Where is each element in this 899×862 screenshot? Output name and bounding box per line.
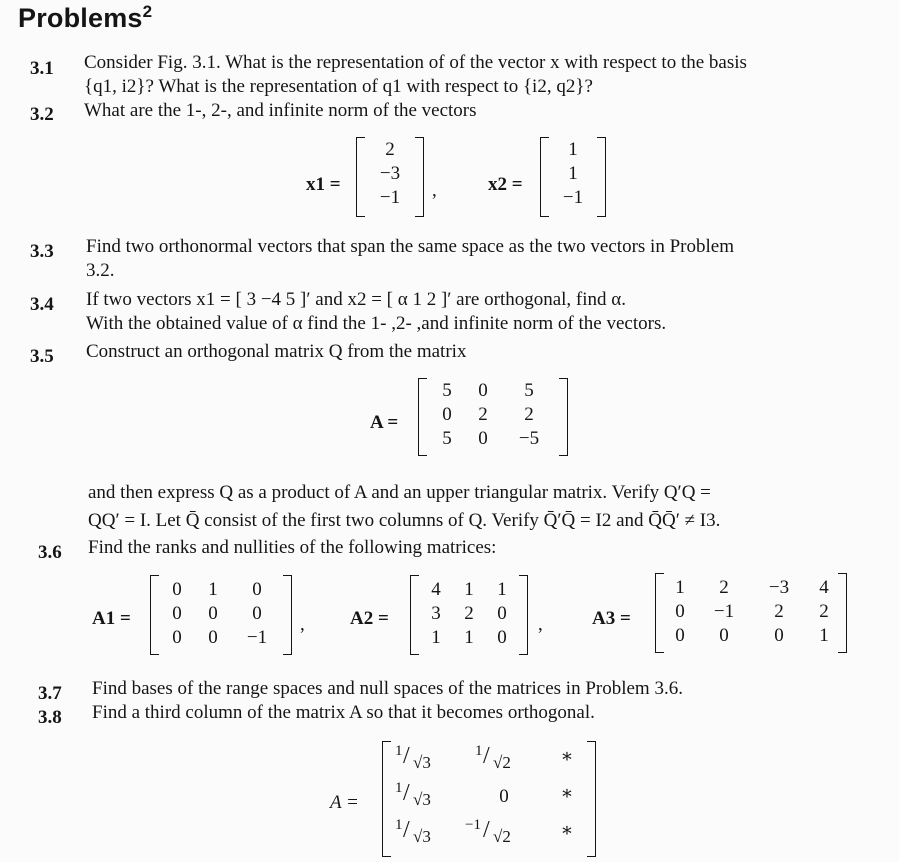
- matrix-entry: 2: [819, 601, 829, 622]
- comma: ,: [300, 614, 305, 635]
- matrix-entry: 0: [675, 601, 685, 622]
- matrix-entry: 5: [442, 428, 452, 449]
- matrix-entry: −1: [713, 601, 735, 622]
- matrix-entry: 0: [172, 579, 182, 600]
- problem-3-6-line-1: Find the ranks and nullities of the following matrices:: [88, 537, 497, 558]
- matrix-entry: 1: [431, 627, 441, 648]
- x1-entry: −3: [379, 163, 401, 184]
- problem-3-3-line-1: Find two orthonormal vectors that span the same space as the two vectors in Problem: [86, 236, 734, 257]
- comma: ,: [432, 180, 437, 201]
- problem-3-5-line-3: QQ′ = I. Let Q̄ consist of the first two columns of Q. Verify Q̄′Q̄ = I2 and Q̄Q̄′ ≠ I3.: [88, 510, 721, 531]
- problem-3-3-line-2: 3.2.: [86, 260, 115, 281]
- problem-3-1-line-1: Consider Fig. 3.1. What is the representation of of the vector x with respect to the basis: [84, 52, 747, 73]
- matrix-entry: 1: [464, 579, 474, 600]
- fraction-entry: 1 / √3: [395, 817, 431, 846]
- problem-3-5-line-2: and then express Q as a product of A and an upper triangular matrix. Verify Q′Q =: [88, 482, 711, 503]
- matrix-entry: 5: [442, 380, 452, 401]
- x2-entry: 1: [568, 163, 578, 184]
- page-title: Problems$^2$: [18, 2, 153, 33]
- matrix-entry: 2: [774, 601, 784, 622]
- x1-vector: [356, 137, 424, 217]
- matrix-entry: 5: [524, 380, 534, 401]
- fraction-entry: 1 / √3: [395, 780, 431, 809]
- matrix-entry: 0: [719, 625, 729, 646]
- matrix-entry: 0: [208, 603, 218, 624]
- matrix-entry: 4: [819, 577, 829, 598]
- problem-number-3-6: 3.6: [38, 542, 62, 563]
- problem-number-3-5: 3.5: [30, 346, 54, 367]
- matrix-entry: 0: [497, 627, 507, 648]
- x1-entry: 2: [385, 139, 395, 160]
- matrix-entry: 4: [431, 579, 441, 600]
- fraction-entry: −1 / √2: [465, 817, 511, 846]
- problem-3-8-line-1: Find a third column of the matrix A so that it becomes orthogonal.: [92, 702, 595, 723]
- problem-number-3-8: 3.8: [38, 707, 62, 728]
- matrix-entry: 0: [252, 579, 262, 600]
- A2-label: A2 =: [350, 608, 389, 629]
- fraction-entry: 1 / √3: [395, 743, 431, 772]
- matrix-entry: 0: [774, 625, 784, 646]
- problem-3-4-line-1: If two vectors x1 = [ 3 −4 5 ]′ and x2 = [ α 1 2 ]′ are orthogonal, find α.: [86, 289, 626, 310]
- problem-number-3-3: 3.3: [30, 241, 54, 262]
- matrix-entry: −1: [246, 627, 268, 648]
- matrix-entry: 1: [497, 579, 507, 600]
- x2-entry: 1: [568, 139, 578, 160]
- matrix-entry: 0: [172, 603, 182, 624]
- matrix-entry: 1: [819, 625, 829, 646]
- matrix-entry: 2: [524, 404, 534, 425]
- matrix-entry: 0: [478, 428, 488, 449]
- matrix-entry: 0: [675, 625, 685, 646]
- matrix-entry: 2: [464, 603, 474, 624]
- comma: ,: [538, 614, 543, 635]
- matrix-A3: [655, 573, 847, 653]
- x1-entry: −1: [379, 187, 401, 208]
- matrix-A-3-8: [382, 741, 596, 857]
- fraction-entry: 1 / √2: [475, 743, 511, 772]
- matrix-entry: −5: [518, 428, 540, 449]
- star-entry: ∗: [560, 783, 574, 804]
- matrix-entry: 1: [464, 627, 474, 648]
- matrix-entry: 0: [478, 380, 488, 401]
- x2-vector: [540, 137, 606, 217]
- problem-3-1-line-2: {q1, i2}? What is the representation of q1 with respect to {i2, q2}?: [84, 76, 593, 97]
- A-label: A =: [370, 412, 399, 433]
- matrix-entry: 0: [172, 627, 182, 648]
- matrix-entry: 3: [431, 603, 441, 624]
- x1-label: x1 =: [306, 174, 341, 195]
- matrix-A: [418, 378, 568, 456]
- x2-label: x2 =: [488, 174, 523, 195]
- x2-entry: −1: [562, 187, 584, 208]
- matrix-entry: 2: [478, 404, 488, 425]
- matrix-entry: 0: [442, 404, 452, 425]
- zero-entry: 0: [499, 786, 509, 807]
- matrix-entry: 1: [675, 577, 685, 598]
- matrix-entry: 0: [252, 603, 262, 624]
- matrix-A1: [150, 575, 292, 655]
- matrix-entry: 0: [497, 603, 507, 624]
- matrix-A2: [410, 575, 528, 655]
- A-label-3-8: A =: [330, 792, 359, 813]
- matrix-entry: 0: [208, 627, 218, 648]
- star-entry: ∗: [560, 746, 574, 767]
- matrix-entry: 1: [208, 579, 218, 600]
- problem-3-4-line-2: With the obtained value of α find the 1- ,2- ,and infinite norm of the vectors.: [86, 313, 667, 334]
- A3-label: A3 =: [592, 608, 631, 629]
- star-entry: ∗: [560, 820, 574, 841]
- problem-3-7-line-1: Find bases of the range spaces and null spaces of the matrices in Problem 3.6.: [92, 678, 683, 699]
- problem-number-3-2: 3.2: [30, 104, 54, 125]
- A1-label: A1 =: [92, 608, 131, 629]
- problem-number-3-7: 3.7: [38, 683, 62, 704]
- matrix-entry: −3: [768, 577, 790, 598]
- problem-3-5-line-1: Construct an orthogonal matrix Q from the matrix: [86, 341, 467, 362]
- problem-3-2-line-1: What are the 1-, 2-, and infinite norm of the vectors: [84, 100, 477, 121]
- matrix-entry: 2: [719, 577, 729, 598]
- problem-number-3-1: 3.1: [30, 58, 54, 79]
- problem-number-3-4: 3.4: [30, 294, 54, 315]
